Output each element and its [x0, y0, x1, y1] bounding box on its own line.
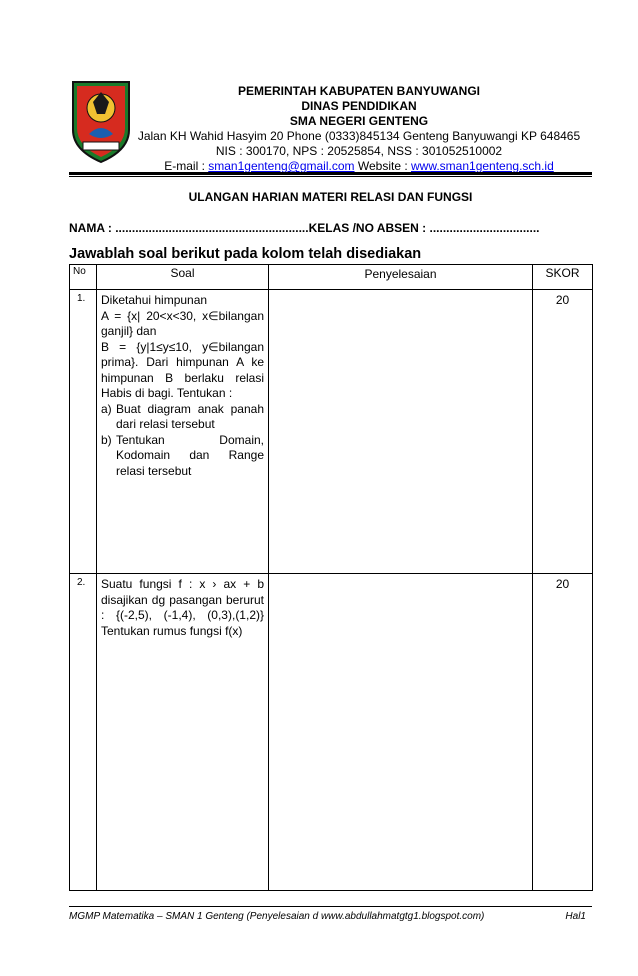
email-label: E-mail : — [164, 159, 209, 173]
item-text: Buat diagram anak panah dari relasi tersebut — [116, 401, 264, 431]
school-name: SMA NEGERI GENTENG — [289, 114, 429, 128]
website-link[interactable]: www.sman1genteng.sch.id — [411, 159, 554, 173]
footer-rule — [69, 906, 592, 907]
list-item — [101, 401, 264, 433]
question-line: Diketahui himpunan — [101, 293, 208, 307]
page-footer — [69, 911, 592, 922]
letterhead — [118, 84, 600, 174]
header-soal: Soal — [97, 265, 269, 290]
list-item — [101, 432, 264, 480]
header-rule-thin — [69, 176, 592, 177]
row-number: 1. — [70, 290, 97, 574]
website-label: Website : — [354, 159, 411, 173]
exam-title: ULANGAN HARIAN MATERI RELASI DAN FUNGSI — [188, 190, 473, 204]
table-row — [70, 290, 593, 574]
gov-title: PEMERINTAH KABUPATEN BANYUWANGI — [238, 84, 480, 98]
header-rule-thick — [69, 172, 592, 175]
school-address: Jalan KH Wahid Hasyim 20 Phone (0333)845134 Genteng Banyuwangi KP 648465 — [137, 129, 581, 143]
question-line: B = {y|1≤y≤10, y∈bilangan prima}. Dari himpunan A ke himpunan B berlaku relasi Habis di bagi. Tentukan : — [101, 339, 264, 400]
item-label: a) — [101, 401, 112, 416]
instruction-text: Jawablah soal berikut pada kolom telah disediakan — [69, 246, 422, 262]
item-label: b) — [101, 432, 112, 447]
answer-area[interactable] — [269, 290, 533, 574]
name-class-line: NAMA : ..........................................................KELAS /NO ABSEN : ................................. — [69, 221, 540, 235]
question-line: Suatu fungsi f : x › ax + b disajikan dg pasangan berurut : {(-2,5), (-1,4), (0,3),(1,2)} Tentukan rumus fungsi f(x) — [101, 577, 264, 638]
question-line: A = {x| 20<x<30, x∈bilangan ganjil} dan — [101, 308, 264, 338]
header-penyelesaian: Penyelesaian — [269, 265, 533, 290]
answer-area[interactable] — [269, 574, 533, 891]
page-number: Hal1 — [565, 911, 586, 922]
item-text: Tentukan Domain, Kodomain dan Range relasi tersebut — [116, 432, 264, 478]
footer-text: MGMP Matematika – SMAN 1 Genteng (Penyelesaian d www.abdullahmatgtg1.blogspot.com) — [69, 911, 485, 922]
row-number: 2. — [70, 574, 97, 891]
header-no: No — [70, 265, 97, 290]
department-title: DINAS PENDIDIKAN — [301, 99, 417, 113]
email-link[interactable]: sman1genteng@gmail.com — [208, 159, 355, 173]
sub-question-list — [101, 402, 264, 480]
score-cell: 20 — [533, 290, 593, 574]
question-text — [97, 290, 269, 574]
header-skor: SKOR — [533, 265, 593, 290]
table-header-row — [70, 265, 593, 290]
question-table — [69, 264, 593, 891]
table-row — [70, 574, 593, 891]
score-cell: 20 — [533, 574, 593, 891]
question-text — [97, 574, 269, 891]
school-ids: NIS : 300170, NPS : 20525854, NSS : 301052510002 — [215, 144, 503, 158]
